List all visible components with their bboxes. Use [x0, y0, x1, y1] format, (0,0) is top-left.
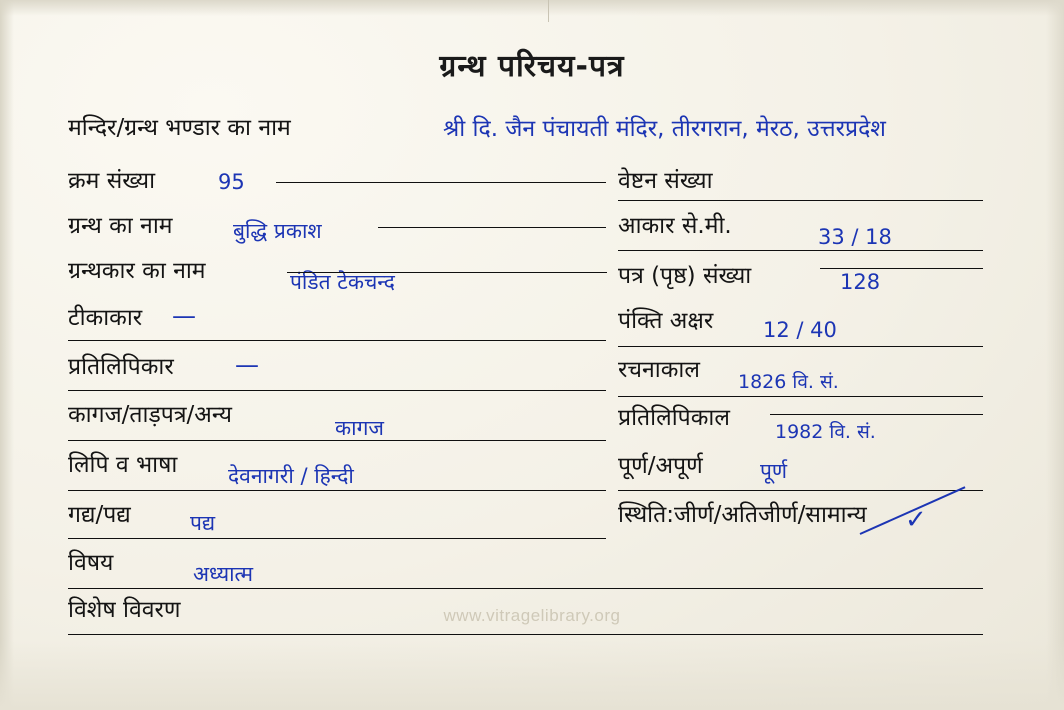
field-label-prose-verse: गद्य/पद्य	[68, 502, 131, 528]
field-value-composition-date: 1826 वि. सं.	[738, 371, 839, 393]
rule-left-7	[68, 490, 606, 491]
rule-right-1	[618, 200, 983, 201]
paper-edge-right	[1046, 0, 1064, 710]
field-value-complete-incomplete: पूर्ण	[760, 459, 788, 483]
field-value-prose-verse: पद्य	[190, 511, 216, 535]
rule-left-4	[68, 340, 606, 341]
field-value-size-cm: 33 / 18	[818, 225, 892, 249]
field-value-lines-letters: 12 / 40	[763, 318, 837, 342]
field-value-copy-date: 1982 वि. सं.	[775, 421, 876, 443]
page-title: ग्रन्थ परिचय-पत्र	[439, 49, 625, 84]
field-label-script-language: लिपि व भाषा	[68, 452, 178, 478]
rule-left-6	[68, 440, 606, 441]
rule-left-8	[68, 538, 606, 539]
rule-left-5	[68, 390, 606, 391]
field-label-scribe: प्रतिलिपिकार	[68, 354, 174, 380]
field-label-condition: स्थिति:जीर्ण/अतिजीर्ण/सामान्य	[618, 502, 867, 528]
field-label-author-name: ग्रन्थकार का नाम	[68, 258, 206, 284]
rule-right-3	[820, 268, 983, 269]
field-value-serial-number: 95	[218, 170, 245, 194]
rule-right-5	[618, 396, 983, 397]
rule-left-9	[68, 588, 983, 589]
rule-right-4	[618, 346, 983, 347]
field-label-copy-date: प्रतिलिपिकाल	[618, 405, 730, 431]
condition-selection-check: ✓	[905, 505, 927, 535]
field-label-lines-letters: पंक्ति अक्षर	[618, 308, 714, 334]
field-label-special-notes: विशेष विवरण	[68, 597, 181, 623]
field-value-scribe: —	[235, 351, 259, 379]
field-value-subject: अध्यात्म	[193, 562, 254, 586]
field-label-material: कागज/ताड़पत्र/अन्य	[68, 402, 232, 428]
rule-left-1	[276, 182, 606, 183]
watermark-text: www.vitragelibrary.org	[443, 606, 621, 625]
field-label-composition-date: रचनाकाल	[618, 357, 700, 383]
paper-fold-mark	[548, 0, 549, 22]
rule-left-2	[378, 227, 606, 228]
field-label-complete-incomplete: पूर्ण/अपूर्ण	[618, 453, 703, 479]
field-label-commentator: टीकाकार	[68, 305, 143, 331]
paper-edge-bottom	[0, 640, 1064, 710]
field-label-bundle-number: वेष्टन संख्या	[618, 168, 713, 194]
rule-right-2	[618, 250, 983, 251]
rule-left-3	[287, 272, 607, 273]
field-value-folio-count: 128	[840, 270, 881, 294]
field-label-subject: विषय	[68, 550, 114, 576]
rule-right-7	[618, 490, 983, 491]
field-label-size-cm: आकार से.मी.	[618, 213, 732, 239]
field-label-serial-number: क्रम संख्या	[68, 168, 156, 194]
field-value-commentator: —	[172, 302, 196, 330]
library-name-label: मन्दिर/ग्रन्थ भण्डार का नाम	[68, 115, 291, 141]
rule-right-6	[770, 414, 983, 415]
paper-edge-left	[0, 0, 14, 710]
library-name-value: श्री दि. जैन पंचायती मंदिर, तीरगरान, मेरठ, उत्तरप्रदेश	[443, 116, 886, 142]
paper-edge-top	[0, 0, 1064, 16]
rule-left-10	[68, 634, 983, 635]
field-value-book-name: बुद्धि प्रकाश	[233, 219, 322, 243]
field-label-book-name: ग्रन्थ का नाम	[68, 213, 173, 239]
field-value-script-language: देवनागरी / हिन्दी	[228, 464, 354, 488]
field-value-material: कागज	[335, 416, 384, 440]
field-label-folio-count: पत्र (पृष्ठ) संख्या	[618, 263, 752, 289]
field-value-author-name: पंडित टेकचन्द	[290, 270, 395, 294]
